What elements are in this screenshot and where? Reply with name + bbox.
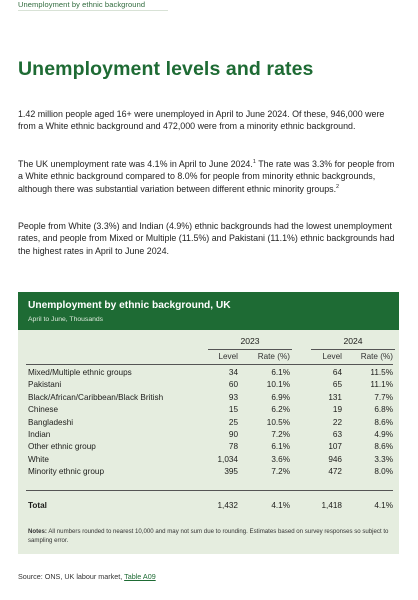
cell-rate-2023: 6.2% [271,405,290,415]
cell-level-2023: 1,034 [217,454,238,464]
table-row [18,368,399,380]
cell-rate-2023: 7.2% [271,430,290,439]
year-divider [311,349,395,350]
source-line [18,572,156,581]
cell-level-2023: 395 [224,467,238,477]
cell-level-2024: 472 [328,467,342,477]
table-row [18,442,399,454]
cell-rate-2023: 10.5% [266,417,290,427]
cell-level-2024: 65 [332,380,342,390]
header-divider [26,364,393,365]
notes-text: All numbers rounded to nearest 10,000 and may not sum due to rounding. Estimates based on survey responses so subject to sampling error. [28,528,389,544]
table-row [18,430,399,442]
cell-rate-2024: 8.6% [374,417,393,427]
cell-level-2023: 1,432 [217,501,238,510]
year-header-2024: 2024 [343,336,363,346]
cell-rate-2024: 8.0% [374,467,393,477]
notes-label: Notes: [28,528,47,535]
cell-level-2023: 90 [228,430,238,439]
year-divider [208,349,292,350]
table-header [18,292,399,330]
paragraph-2-part-b: The rate was 3.3% for people from a White ethnic background compared to 8.0% for people from minority ethnic backgrounds, although there was substantial variation between different ethnic minority groups. [18,159,395,194]
cell-rate-2024: 8.6% [374,442,393,452]
row-label: Minority ethnic group [28,467,104,477]
cell-rate-2024: 6.8% [374,405,393,415]
table-row [18,418,399,430]
cell-rate-2024: 3.3% [374,454,393,464]
table-row [18,405,399,417]
cell-rate-2023: 6.9% [271,392,290,402]
table-row [18,467,399,479]
row-label: Bangladeshi [28,417,74,427]
row-label: Total [28,501,47,510]
cell-rate-2023: 7.2% [271,467,290,477]
cell-rate-2023: 6.1% [271,442,290,452]
cell-level-2024: 19 [332,405,342,415]
cell-level-2024: 64 [332,368,342,377]
cell-rate-2024: 11.5% [370,368,393,377]
source-link[interactable]: Table A09 [124,572,156,581]
row-label: Chinese [28,405,59,415]
cell-level-2024: 63 [332,430,342,439]
column-header-level-2023: Level [218,352,238,361]
column-header-rate-2023: Rate (%) [257,352,290,361]
cell-level-2024: 22 [332,417,342,427]
cell-level-2023: 34 [228,368,238,377]
table-subtitle: April to June, Thousands [28,316,104,323]
row-label: Other ethnic group [28,442,96,452]
cell-level-2023: 60 [228,380,238,390]
cell-level-2023: 78 [228,442,238,452]
cell-level-2024: 946 [328,454,342,464]
row-label: Black/African/Caribbean/Black British [28,392,164,402]
cell-level-2023: 93 [228,392,238,402]
running-head: Unemployment by ethnic background [18,0,168,11]
paragraph-3: People from White (3.3%) and Indian (4.9%) ethnic backgrounds had the lowest unemployment rates, and people from Mixed or Multiple (11.5%) and Pakistani (11.1%) ethnic backgrounds had the highest rates in April to June 2024. [18,221,395,256]
cell-rate-2024: 7.7% [374,392,393,402]
table-row [18,380,399,392]
cell-level-2023: 15 [228,405,238,415]
paragraph-2-part-a: The UK unemployment rate was 4.1% in April to June 2024. [18,159,253,169]
year-header-2023: 2023 [240,336,260,346]
total-divider [26,490,393,491]
table-notes [28,528,390,545]
source-prefix: Source: ONS, UK labour market, [18,572,125,581]
cell-level-2024: 107 [328,442,342,452]
cell-level-2023: 25 [228,417,238,427]
row-label: Mixed/Multiple ethnic groups [28,368,132,377]
cell-level-2024: 131 [328,392,342,402]
row-label: Indian [28,430,51,439]
table-row [18,393,399,405]
column-header-rate-2024: Rate (%) [360,352,393,361]
cell-rate-2024: 4.1% [374,501,393,510]
page-title: Unemployment levels and rates [18,58,314,80]
unemployment-table [18,292,399,554]
column-header-level-2024: Level [322,352,342,361]
paragraph-2 [18,158,396,195]
row-label: White [28,454,49,464]
table-title: Unemployment by ethnic background, UK [28,300,231,311]
cell-rate-2023: 10.1% [266,380,290,390]
table-row-total [18,501,399,513]
footnote-ref-1[interactable]: 1 [252,159,256,166]
cell-rate-2023: 3.6% [271,454,290,464]
cell-level-2024: 1,418 [321,501,342,510]
paragraph-1: 1.42 million people aged 16+ were unemployed in April to June 2024. Of these, 946,000 were from a White ethnic background and 472,000 were from a minority ethnic background. [18,109,385,132]
footnote-ref-2[interactable]: 2 [336,183,340,190]
table-row [18,455,399,467]
row-label: Pakistani [28,380,62,390]
cell-rate-2024: 4.9% [374,430,393,439]
cell-rate-2024: 11.1% [370,380,393,390]
cell-rate-2023: 4.1% [271,501,290,510]
cell-rate-2023: 6.1% [271,368,290,377]
